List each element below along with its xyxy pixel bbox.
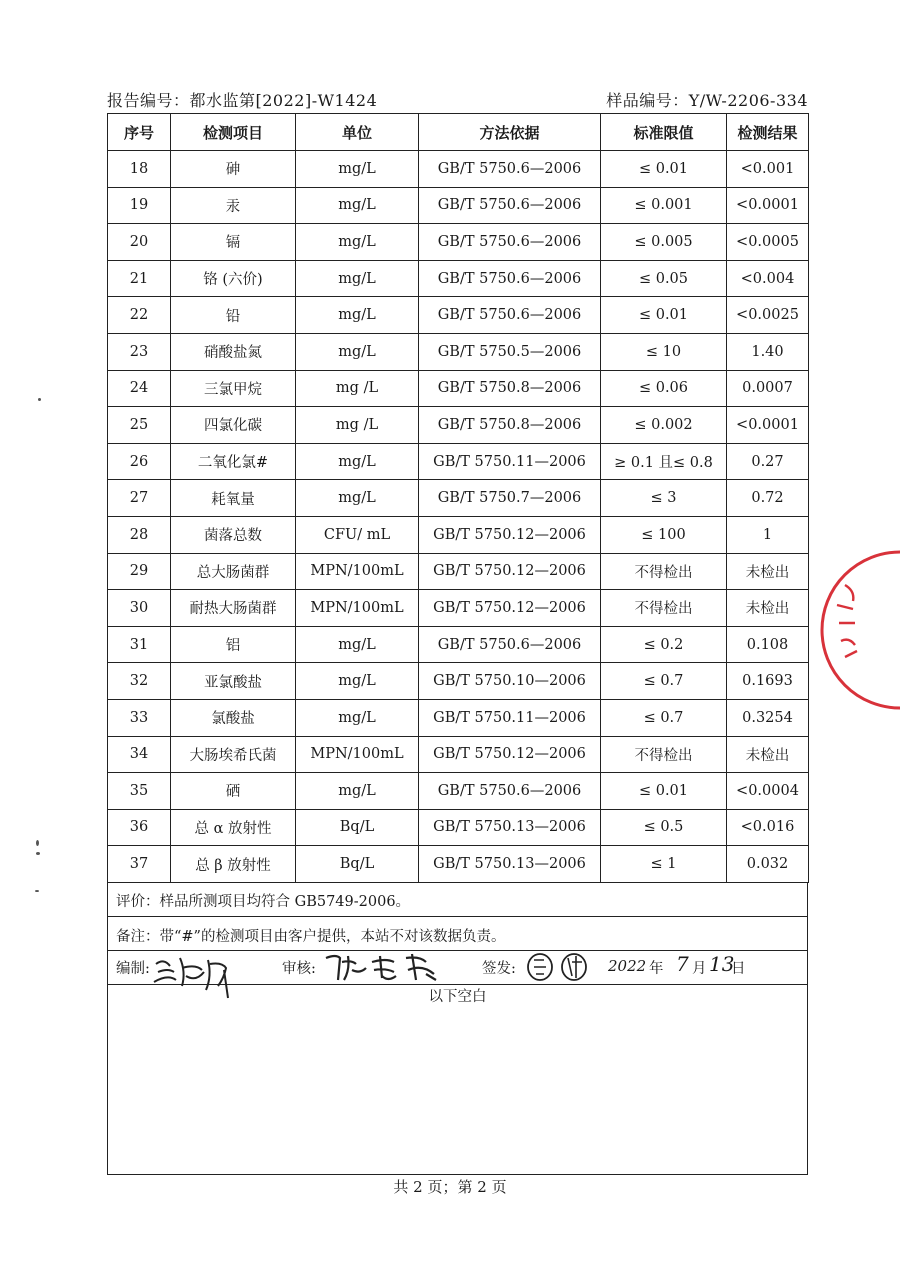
cell-result: 未检出 [727,553,809,590]
table-row [108,553,809,590]
table-row [108,297,809,334]
cell-result: <0.016 [727,809,809,846]
cell-unit: Bq/L [296,846,419,883]
table-row [108,809,809,846]
cell-item: 总 β 放射性 [171,846,296,883]
scan-speck [35,890,39,892]
cell-result: 0.1693 [727,663,809,700]
cell-result: <0.0005 [727,224,809,261]
cell-result: <0.004 [727,260,809,297]
table-row [108,443,809,480]
date-month: 7 [676,952,689,976]
cell-result: 1.40 [727,333,809,370]
cell-unit: MPN/100mL [296,590,419,627]
cell-item: 四氯化碳 [171,407,296,444]
cell-item: 菌落总数 [171,516,296,553]
cell-method: GB/T 5750.6—2006 [419,151,601,188]
col-header-unit: 单位 [296,114,419,151]
cell-method: GB/T 5750.8—2006 [419,407,601,444]
cell-index: 22 [108,297,171,334]
col-header-item: 检测项目 [171,114,296,151]
cell-unit: CFU/ mL [296,516,419,553]
cell-method: GB/T 5750.13—2006 [419,846,601,883]
table-row [108,370,809,407]
cell-limit: ≤ 0.01 [601,151,727,188]
table-row [108,773,809,810]
cell-limit: ≤ 0.002 [601,407,727,444]
cell-method: GB/T 5750.10—2006 [419,663,601,700]
cell-result: 0.108 [727,626,809,663]
cell-limit: 不得检出 [601,590,727,627]
evaluation-text: 评价：样品所测项目均符合 GB5749-2006。 [116,894,411,910]
cell-limit: 不得检出 [601,553,727,590]
evaluation-row [108,882,807,917]
cell-limit: ≤ 0.2 [601,626,727,663]
cell-index: 23 [108,333,171,370]
cell-limit: ≤ 0.01 [601,297,727,334]
cell-item: 砷 [171,151,296,188]
cell-limit: ≤ 0.7 [601,663,727,700]
cell-item: 耐热大肠菌群 [171,590,296,627]
table-row [108,407,809,444]
cell-index: 20 [108,224,171,261]
cell-limit: ≤ 0.001 [601,187,727,224]
day-label: 日 [731,961,746,977]
cell-limit: ≥ 0.1 且≤ 0.8 [601,443,727,480]
note-text: 备注：带“#”的检测项目由客户提供，本站不对该数据负责。 [116,929,506,945]
table-row [108,736,809,773]
table-row [108,260,809,297]
scan-speck [36,840,39,846]
cell-index: 24 [108,370,171,407]
sample-number: 样品编号：Y/W-2206-334 [606,91,808,110]
table-row [108,663,809,700]
cell-item: 硝酸盐氮 [171,333,296,370]
cell-index: 26 [108,443,171,480]
cell-index: 32 [108,663,171,700]
issue-label: 签发: [482,961,516,977]
page-number: 共 2 页；第 2 页 [393,1178,507,1196]
cell-unit: Bq/L [296,809,419,846]
cell-unit: mg/L [296,333,419,370]
cell-unit: mg/L [296,663,419,700]
cell-item: 铅 [171,297,296,334]
cell-method: GB/T 5750.11—2006 [419,443,601,480]
cell-unit: mg/L [296,151,419,188]
cell-item: 铬 (六价) [171,260,296,297]
cell-unit: mg/L [296,626,419,663]
cell-method: GB/T 5750.7—2006 [419,480,601,517]
cell-item: 大肠埃希氏菌 [171,736,296,773]
cell-index: 37 [108,846,171,883]
table-row [108,846,809,883]
table-row [108,187,809,224]
col-header-method: 方法依据 [419,114,601,151]
table-row [108,480,809,517]
test-results-table [107,113,809,883]
cell-unit: mg/L [296,297,419,334]
cell-result: 未检出 [727,736,809,773]
cell-result: 未检出 [727,590,809,627]
reviewer-signature [322,950,462,984]
cell-item: 镉 [171,224,296,261]
cell-result: 0.72 [727,480,809,517]
cell-method: GB/T 5750.12—2006 [419,590,601,627]
cell-index: 21 [108,260,171,297]
cell-index: 33 [108,699,171,736]
year-label: 年 [649,961,664,977]
cell-method: GB/T 5750.12—2006 [419,736,601,773]
cell-limit: ≤ 100 [601,516,727,553]
cell-item: 三氯甲烷 [171,370,296,407]
cell-result: <0.001 [727,151,809,188]
cell-limit: ≤ 0.05 [601,260,727,297]
cell-index: 30 [108,590,171,627]
cell-unit: mg/L [296,224,419,261]
note-row [108,916,807,951]
cell-index: 19 [108,187,171,224]
cell-method: GB/T 5750.6—2006 [419,297,601,334]
table-header-row [108,114,809,151]
cell-limit: ≤ 0.06 [601,370,727,407]
cell-method: GB/T 5750.6—2006 [419,224,601,261]
cell-method: GB/T 5750.6—2006 [419,187,601,224]
cell-result: <0.0025 [727,297,809,334]
issuer-signature [520,950,596,984]
cell-unit: MPN/100mL [296,553,419,590]
cell-unit: mg/L [296,260,419,297]
table-row [108,333,809,370]
cell-result: 1 [727,516,809,553]
table-row [108,626,809,663]
cell-limit: 不得检出 [601,736,727,773]
month-label: 月 [692,961,707,977]
cell-index: 31 [108,626,171,663]
cell-unit: mg/L [296,187,419,224]
table-row [108,151,809,188]
col-header-limit: 标准限值 [601,114,727,151]
date-year: 2022 [608,957,647,975]
table-row [108,590,809,627]
cell-item: 汞 [171,187,296,224]
cell-item: 亚氯酸盐 [171,663,296,700]
cell-result: 0.3254 [727,699,809,736]
cell-limit: ≤ 1 [601,846,727,883]
cell-unit: mg/L [296,480,419,517]
cell-method: GB/T 5750.8—2006 [419,370,601,407]
signature-row [108,950,807,985]
cell-index: 27 [108,480,171,517]
cell-method: GB/T 5750.6—2006 [419,626,601,663]
cell-method: GB/T 5750.6—2006 [419,260,601,297]
cell-method: GB/T 5750.12—2006 [419,516,601,553]
cell-index: 28 [108,516,171,553]
cell-unit: mg/L [296,773,419,810]
blank-below-text: 以下空白 [428,989,487,1005]
cell-limit: ≤ 3 [601,480,727,517]
cell-unit: mg /L [296,407,419,444]
compiled-label: 编制: [116,961,150,977]
cell-index: 36 [108,809,171,846]
report-number: 报告编号：都水监第[2022]-W1424 [107,91,378,110]
cell-item: 二氧化氯# [171,443,296,480]
scan-speck [36,852,40,855]
cell-limit: ≤ 10 [601,333,727,370]
table-row [108,699,809,736]
cell-item: 总 α 放射性 [171,809,296,846]
cell-result: <0.0001 [727,407,809,444]
official-seal-stamp [815,545,900,715]
cell-item: 铝 [171,626,296,663]
cell-result: 0.27 [727,443,809,480]
cell-index: 34 [108,736,171,773]
scan-speck [38,398,41,401]
cell-item: 耗氧量 [171,480,296,517]
cell-result: <0.0004 [727,773,809,810]
cell-limit: ≤ 0.01 [601,773,727,810]
cell-unit: mg /L [296,370,419,407]
cell-method: GB/T 5750.13—2006 [419,809,601,846]
cell-unit: mg/L [296,443,419,480]
col-header-result: 检测结果 [727,114,809,151]
cell-limit: ≤ 0.005 [601,224,727,261]
cell-index: 25 [108,407,171,444]
cell-item: 氯酸盐 [171,699,296,736]
date-day: 13 [709,952,735,976]
cell-limit: ≤ 0.5 [601,809,727,846]
report-footer-box [107,882,808,1175]
cell-method: GB/T 5750.12—2006 [419,553,601,590]
cell-result: <0.0001 [727,187,809,224]
cell-method: GB/T 5750.11—2006 [419,699,601,736]
cell-result: 0.032 [727,846,809,883]
cell-limit: ≤ 0.7 [601,699,727,736]
col-header-index: 序号 [108,114,171,151]
table-row [108,224,809,261]
review-label: 审核: [282,961,316,977]
cell-index: 29 [108,553,171,590]
table-row [108,516,809,553]
cell-index: 18 [108,151,171,188]
cell-unit: MPN/100mL [296,736,419,773]
cell-index: 35 [108,773,171,810]
cell-unit: mg/L [296,699,419,736]
cell-method: GB/T 5750.6—2006 [419,773,601,810]
cell-result: 0.0007 [727,370,809,407]
cell-item: 总大肠菌群 [171,553,296,590]
cell-item: 硒 [171,773,296,810]
cell-method: GB/T 5750.5—2006 [419,333,601,370]
